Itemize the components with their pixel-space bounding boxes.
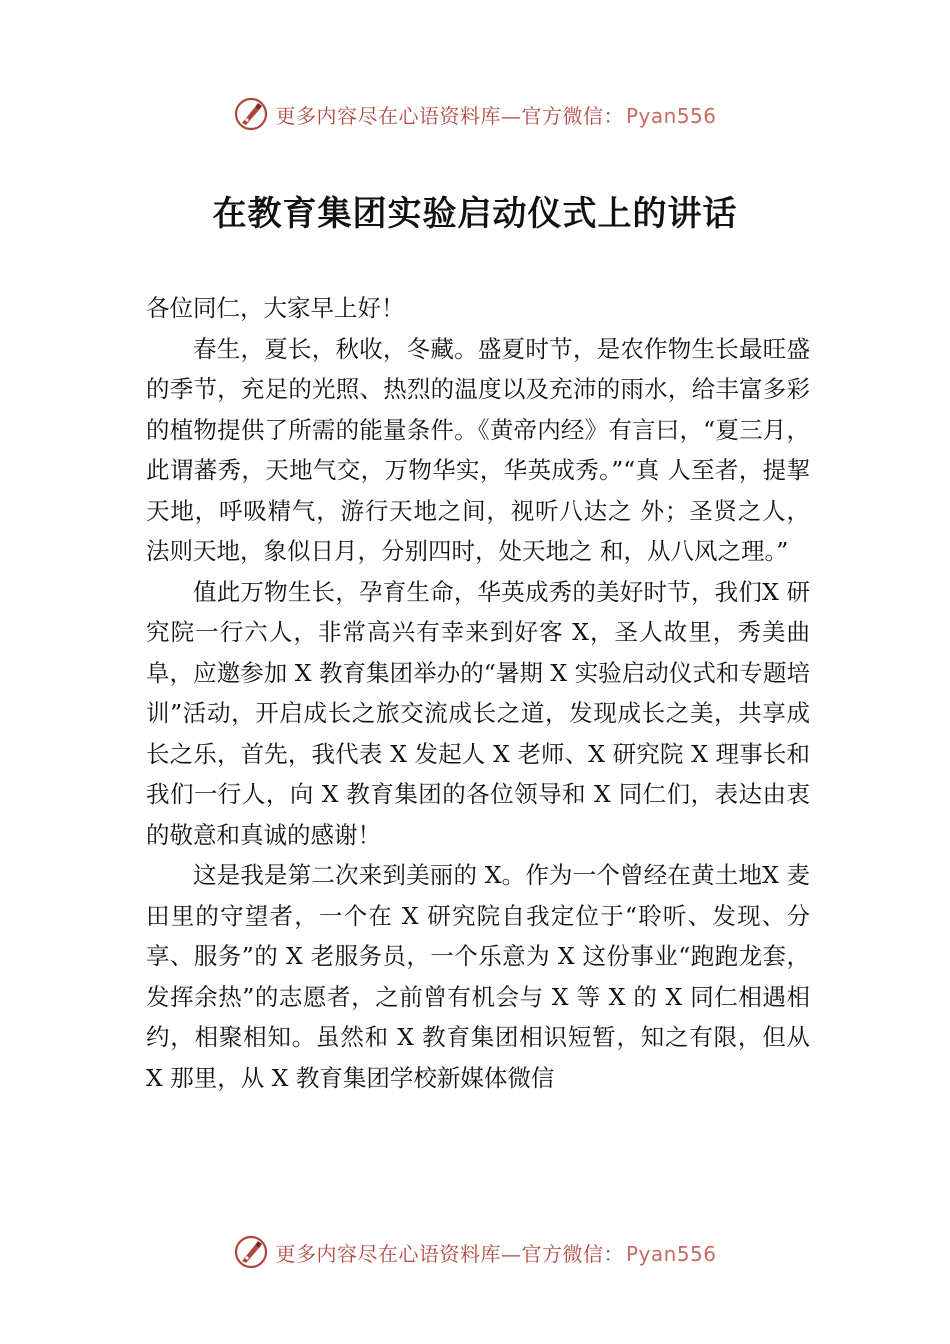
pen-nib-logo-icon xyxy=(233,1234,269,1270)
watermark-text: 更多内容尽在心语资料库—官方微信： Pyan556 xyxy=(275,1241,717,1266)
header-watermark-banner xyxy=(0,94,950,134)
pen-nib-logo-icon xyxy=(233,96,269,132)
wechat-id: Pyan556 xyxy=(625,103,717,128)
wechat-id: Pyan556 xyxy=(625,1241,717,1266)
document-body xyxy=(146,288,810,1098)
footer-watermark-banner xyxy=(0,1232,950,1272)
paragraph: 值此万物生长，孕育生命，华英成秀的美好时节，我们X 研究院一行六人，非常高兴有幸来到好客 X，圣人故里，秀美曲阜，应邀参加 X 教育集团举办的“暑期 X 实验启动仪式和专题培训”活动，开启成长之旅交流成长之道，发现成长之美，共享成长之乐，首先，我代表 X 发起人 X 老师、X 研究院 X 理事长和我们一行人，向 X 教育集团的各位领导和 X 同仁们，表达由衷的敬意和真诚的感谢！ xyxy=(146,577,810,849)
salutation: 各位同仁，大家早上好！ xyxy=(146,294,405,322)
paragraph: 春生，夏长，秋收，冬藏。盛夏时节，是农作物生长最旺盛的季节，充足的光照、热烈的温度以及充沛的雨水，给丰富多彩的植物提供了所需的能量条件。《黄帝内经》有言曰，“夏三月，此谓蕃秀，天地气交，万物华实，华英成秀。”“真 人至者，提挈天地，呼吸精气，游行天地之间，视听八达之 外；圣贤之人，法则天地，象似日月，分别四时，处天地之 和，从八风之理。” xyxy=(146,334,810,565)
document-title: 在教育集团实验启动仪式上的讲话 xyxy=(212,194,738,234)
watermark-text: 更多内容尽在心语资料库—官方微信： Pyan556 xyxy=(275,103,717,128)
paragraph: 这是我是第二次来到美丽的 X。作为一个曾经在黄土地X 麦田里的守望者，一个在 X 研究院自我定位于“聆听、发现、分享、服务”的 X 老服务员，一个乐意为 X 这份事业“跑跑龙套，发挥余热”的志愿者，之前曾有机会与 X 等 X 的 X 同仁相遇相约，相聚相知。虽然和 X 教育集团相识短暂，知之有限，但从 X 那里，从 X 教育集团学校新媒体微信 xyxy=(146,861,810,1092)
